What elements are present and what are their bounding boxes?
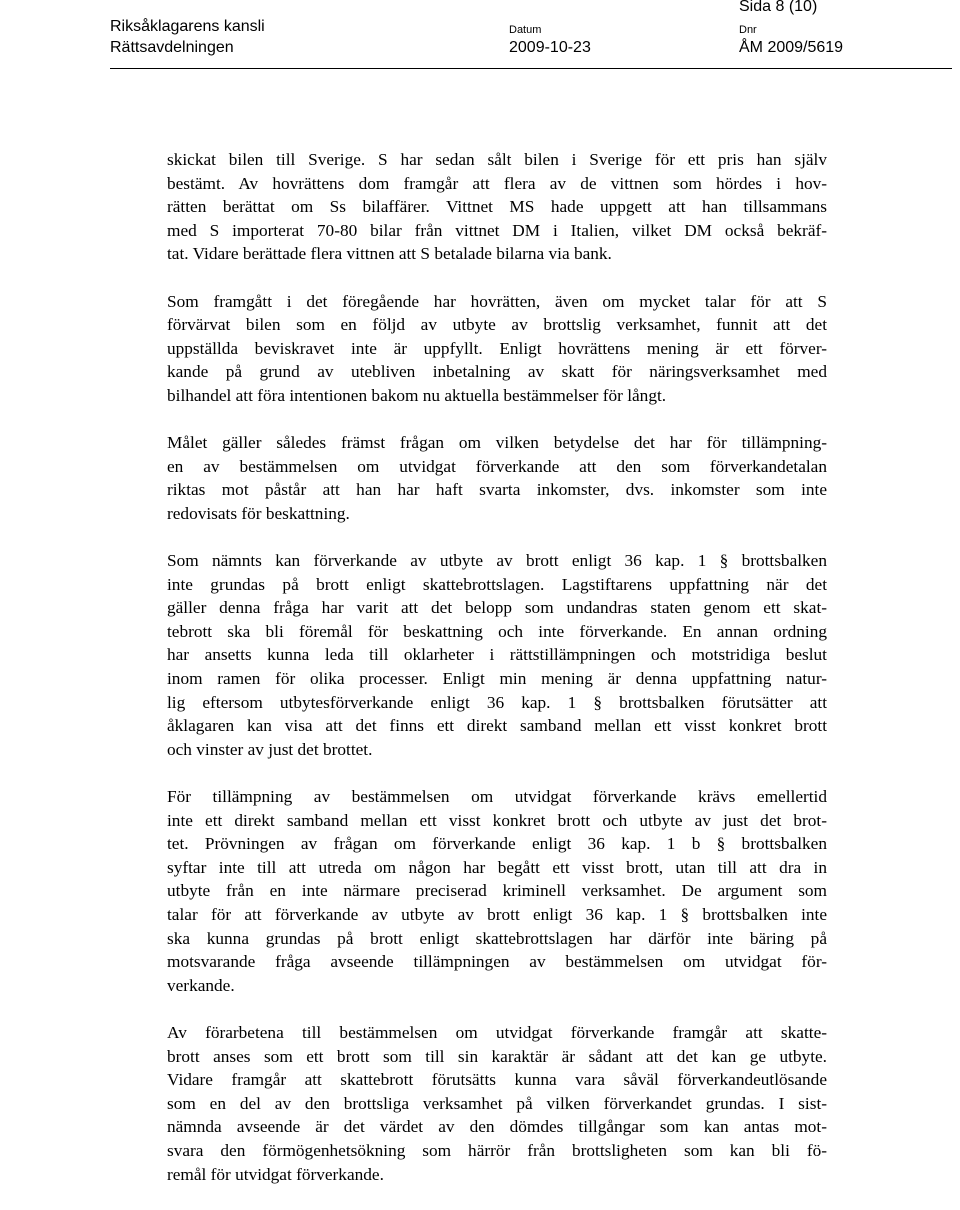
text-line: gäller denna fråga har varit att det belopp som undandras staten genom ett skat-: [167, 598, 827, 618]
paragraph: [167, 1021, 827, 1186]
paragraph: [167, 148, 827, 266]
dnr-value: ÅM 2009/5619: [739, 39, 844, 56]
document-body: [167, 148, 827, 1210]
text-line: nämnda avseende är det värdet av den dömdes tillgångar som kan antas mot-: [167, 1117, 827, 1137]
text-line: tat. Vidare berättade flera vittnen att S betalade bilarna via bank.: [167, 244, 612, 264]
text-line: redovisats för beskattning.: [167, 503, 350, 523]
text-line: Vidare framgår att skattebrott förutsätts kunna vara såväl förverkandeutlösande: [167, 1070, 827, 1090]
department-name: Rättsavdelningen: [110, 39, 234, 56]
text-line: en av bestämmelsen om utvidgat förverkande att den som förverkandetalan: [167, 456, 827, 476]
text-line: med S importerat 70-80 bilar från vittnet DM i Italien, vilket DM också bekräf-: [167, 220, 827, 240]
dnr-label: Dnr: [739, 24, 757, 36]
text-line: remål för utvidgat förverkande.: [167, 1164, 384, 1184]
paragraph: [167, 290, 827, 408]
header-divider: [110, 68, 952, 69]
text-line: och vinster av just det brottet.: [167, 739, 373, 759]
text-line: uppställda beviskravet inte är uppfyllt. Enligt hovrättens mening är ett förver-: [167, 338, 827, 358]
text-line: riktas mot påstår att han har haft svarta inkomster, dvs. inkomster som inte: [167, 480, 827, 500]
text-line: bilhandel att föra intentionen bakom nu aktuella bestämmelser för långt.: [167, 385, 667, 405]
text-line: Som framgått i det föregående har hovrätten, även om mycket talar för att S: [167, 291, 827, 311]
text-line: bestämt. Av hovrättens dom framgår att flera av de vittnen som hördes i hov-: [167, 173, 827, 193]
page-number: Sida 8 (10): [739, 0, 818, 15]
text-line: Av förarbetena till bestämmelsen om utvidgat förverkande framgår att skatte-: [167, 1022, 827, 1042]
text-line: som en del av den brottsliga verksamhet på vilken förverkandet grundas. I sist-: [167, 1093, 827, 1113]
text-line: Som nämnts kan förverkande av utbyte av brott enligt 36 kap. 1 § brottsbalken: [167, 551, 827, 571]
org-name: Riksåklagarens kansli: [110, 18, 265, 35]
text-line: talar för att förverkande av utbyte av brott enligt 36 kap. 1 § brottsbalken inte: [167, 905, 827, 924]
text-line: svara den förmögenhetsökning som härrör från brottsligheten som kan bli fö-: [167, 1140, 827, 1160]
text-line: åklagaren kan visa att det finns ett direkt samband mellan ett visst konkret brott: [167, 716, 827, 736]
date-value: 2009-10-23: [509, 39, 591, 56]
text-line: inte grundas på brott enligt skattebrottslagen. Lagstiftarens uppfattning när det: [167, 574, 827, 594]
text-line: skickat bilen till Sverige. S har sedan sålt bilen i Sverige för ett pris han själv: [167, 150, 827, 169]
text-line: tebrott ska bli föremål för beskattning och inte förverkande. En annan ordning: [167, 621, 827, 641]
text-line: rätten berättat om Ss bilaffärer. Vittnet MS hade uppgett att han tillsammans: [167, 197, 827, 217]
date-label: Datum: [509, 24, 542, 36]
text-line: motsvarande fråga avseende tillämpningen av bestämmelsen om utvidgat för-: [167, 952, 827, 972]
paragraph: [167, 785, 827, 997]
text-line: inte ett direkt samband mellan ett visst konkret brott och utbyte av just det brot-: [167, 810, 827, 830]
text-line: utbyte från en inte närmare preciserad kriminell verksamhet. De argument som: [167, 881, 827, 901]
text-line: ska kunna grundas på brott enligt skattebrottslagen har därför inte bäring på: [167, 928, 827, 948]
paragraph: [167, 431, 827, 525]
paragraph: [167, 549, 827, 761]
text-line: tet. Prövningen av frågan om förverkande enligt 36 kap. 1 b § brottsbalken: [167, 834, 827, 854]
text-line: brott anses som ett brott som till sin karaktär är sådant att det kan ge utbyte.: [167, 1046, 827, 1066]
text-line: verkande.: [167, 975, 235, 995]
text-line: förvärvat bilen som en följd av utbyte av brottslig verksamhet, funnit att det: [167, 315, 827, 335]
text-line: lig eftersom utbytesförverkande enligt 36 kap. 1 § brottsbalken förutsätter att: [167, 692, 827, 712]
text-line: För tillämpning av bestämmelsen om utvidgat förverkande krävs emellertid: [167, 787, 827, 807]
text-line: kande på grund av utebliven inbetalning av skatt för näringsverksamhet med: [167, 362, 827, 382]
text-line: inom ramen för olika processer. Enligt min mening är denna uppfattning natur-: [167, 669, 827, 689]
text-line: har ansetts kunna leda till oklarheter i rättstillämpningen och motstridiga beslut: [167, 645, 827, 665]
text-line: syftar inte till att utreda om någon har begått ett visst brott, utan till att dra in: [167, 857, 827, 877]
text-line: Målet gäller således främst frågan om vilken betydelse det har för tillämpning-: [167, 433, 827, 453]
